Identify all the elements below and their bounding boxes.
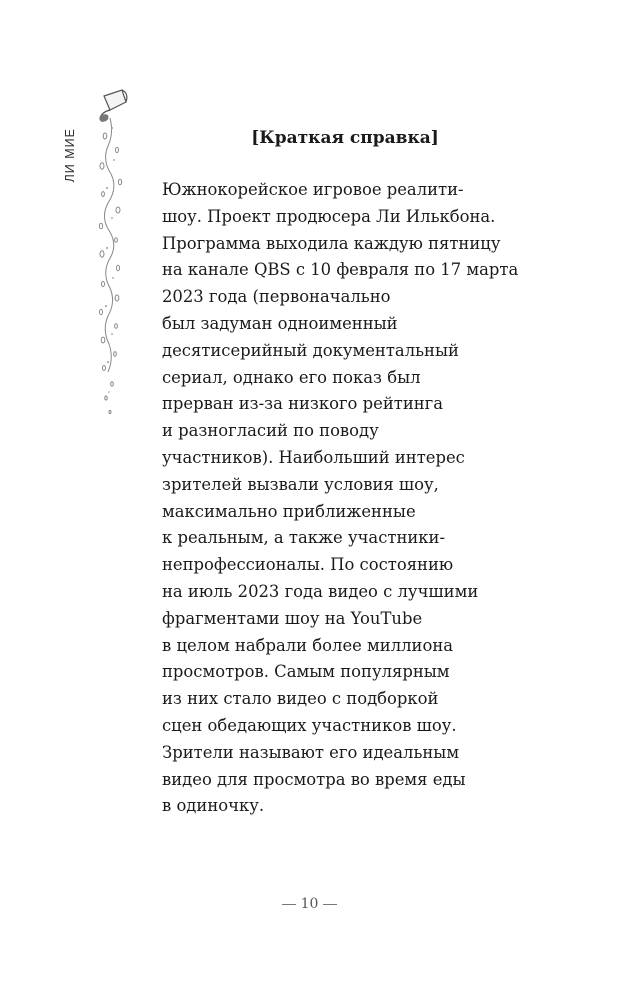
text-line: на июль 2023 года видео с лучшими: [162, 581, 479, 601]
text-line: фрагментами шоу на YouTube: [162, 608, 423, 628]
section-heading: [Краткая справка]: [251, 128, 439, 148]
text-line: прерван из-за низкого рейтинга: [162, 394, 444, 414]
text-line: сериал, однако его показ был: [162, 367, 421, 387]
text-line: на канале QBS с 10 февраля по 17 марта: [162, 260, 519, 280]
text-line: зрителей вызвали условия шоу,: [162, 474, 439, 494]
text-line: в целом набрали более миллиона: [162, 635, 454, 655]
text-line: из них стало видео с подборкой: [162, 689, 439, 709]
text-line: и разногласий по поводу: [162, 421, 379, 441]
folio-dash-right: [323, 904, 337, 905]
text-line: десятисерийный документальный: [162, 340, 459, 360]
text-line: просмотров. Самым популярным: [162, 662, 450, 682]
text-line: был задуман одноименный: [162, 313, 398, 333]
folio-dash-left: [282, 904, 296, 905]
text-line: Программа выходила каждую пятницу: [162, 233, 501, 253]
text-line: сцен обедающих участников шоу.: [162, 715, 457, 735]
text-line: к реальным, а также участники-: [162, 528, 446, 548]
spilling-cup-drops-icon: [96, 88, 140, 423]
text-line: максимально приближенные: [162, 501, 416, 521]
text-line: Южнокорейское игровое реалити-: [162, 180, 464, 199]
page-number-footer: [0, 896, 619, 912]
page-number: 10: [300, 896, 319, 912]
text-line: 2023 года (первоначально: [162, 287, 391, 307]
author-name: ЛИ МИЕ: [63, 128, 77, 183]
text-line: видео для просмотра во время еды: [162, 769, 466, 789]
running-header-author: [60, 128, 80, 218]
text-line: Зрители называют его идеальным: [162, 742, 460, 762]
body-paragraph: [162, 177, 542, 820]
text-line: участников). Наибольший интерес: [162, 447, 465, 467]
text-line: в одиночку.: [162, 796, 265, 816]
text-line: непрофессионалы. По состоянию: [162, 555, 454, 575]
text-line: шоу. Проект продюсера Ли Илькбона.: [162, 206, 496, 226]
